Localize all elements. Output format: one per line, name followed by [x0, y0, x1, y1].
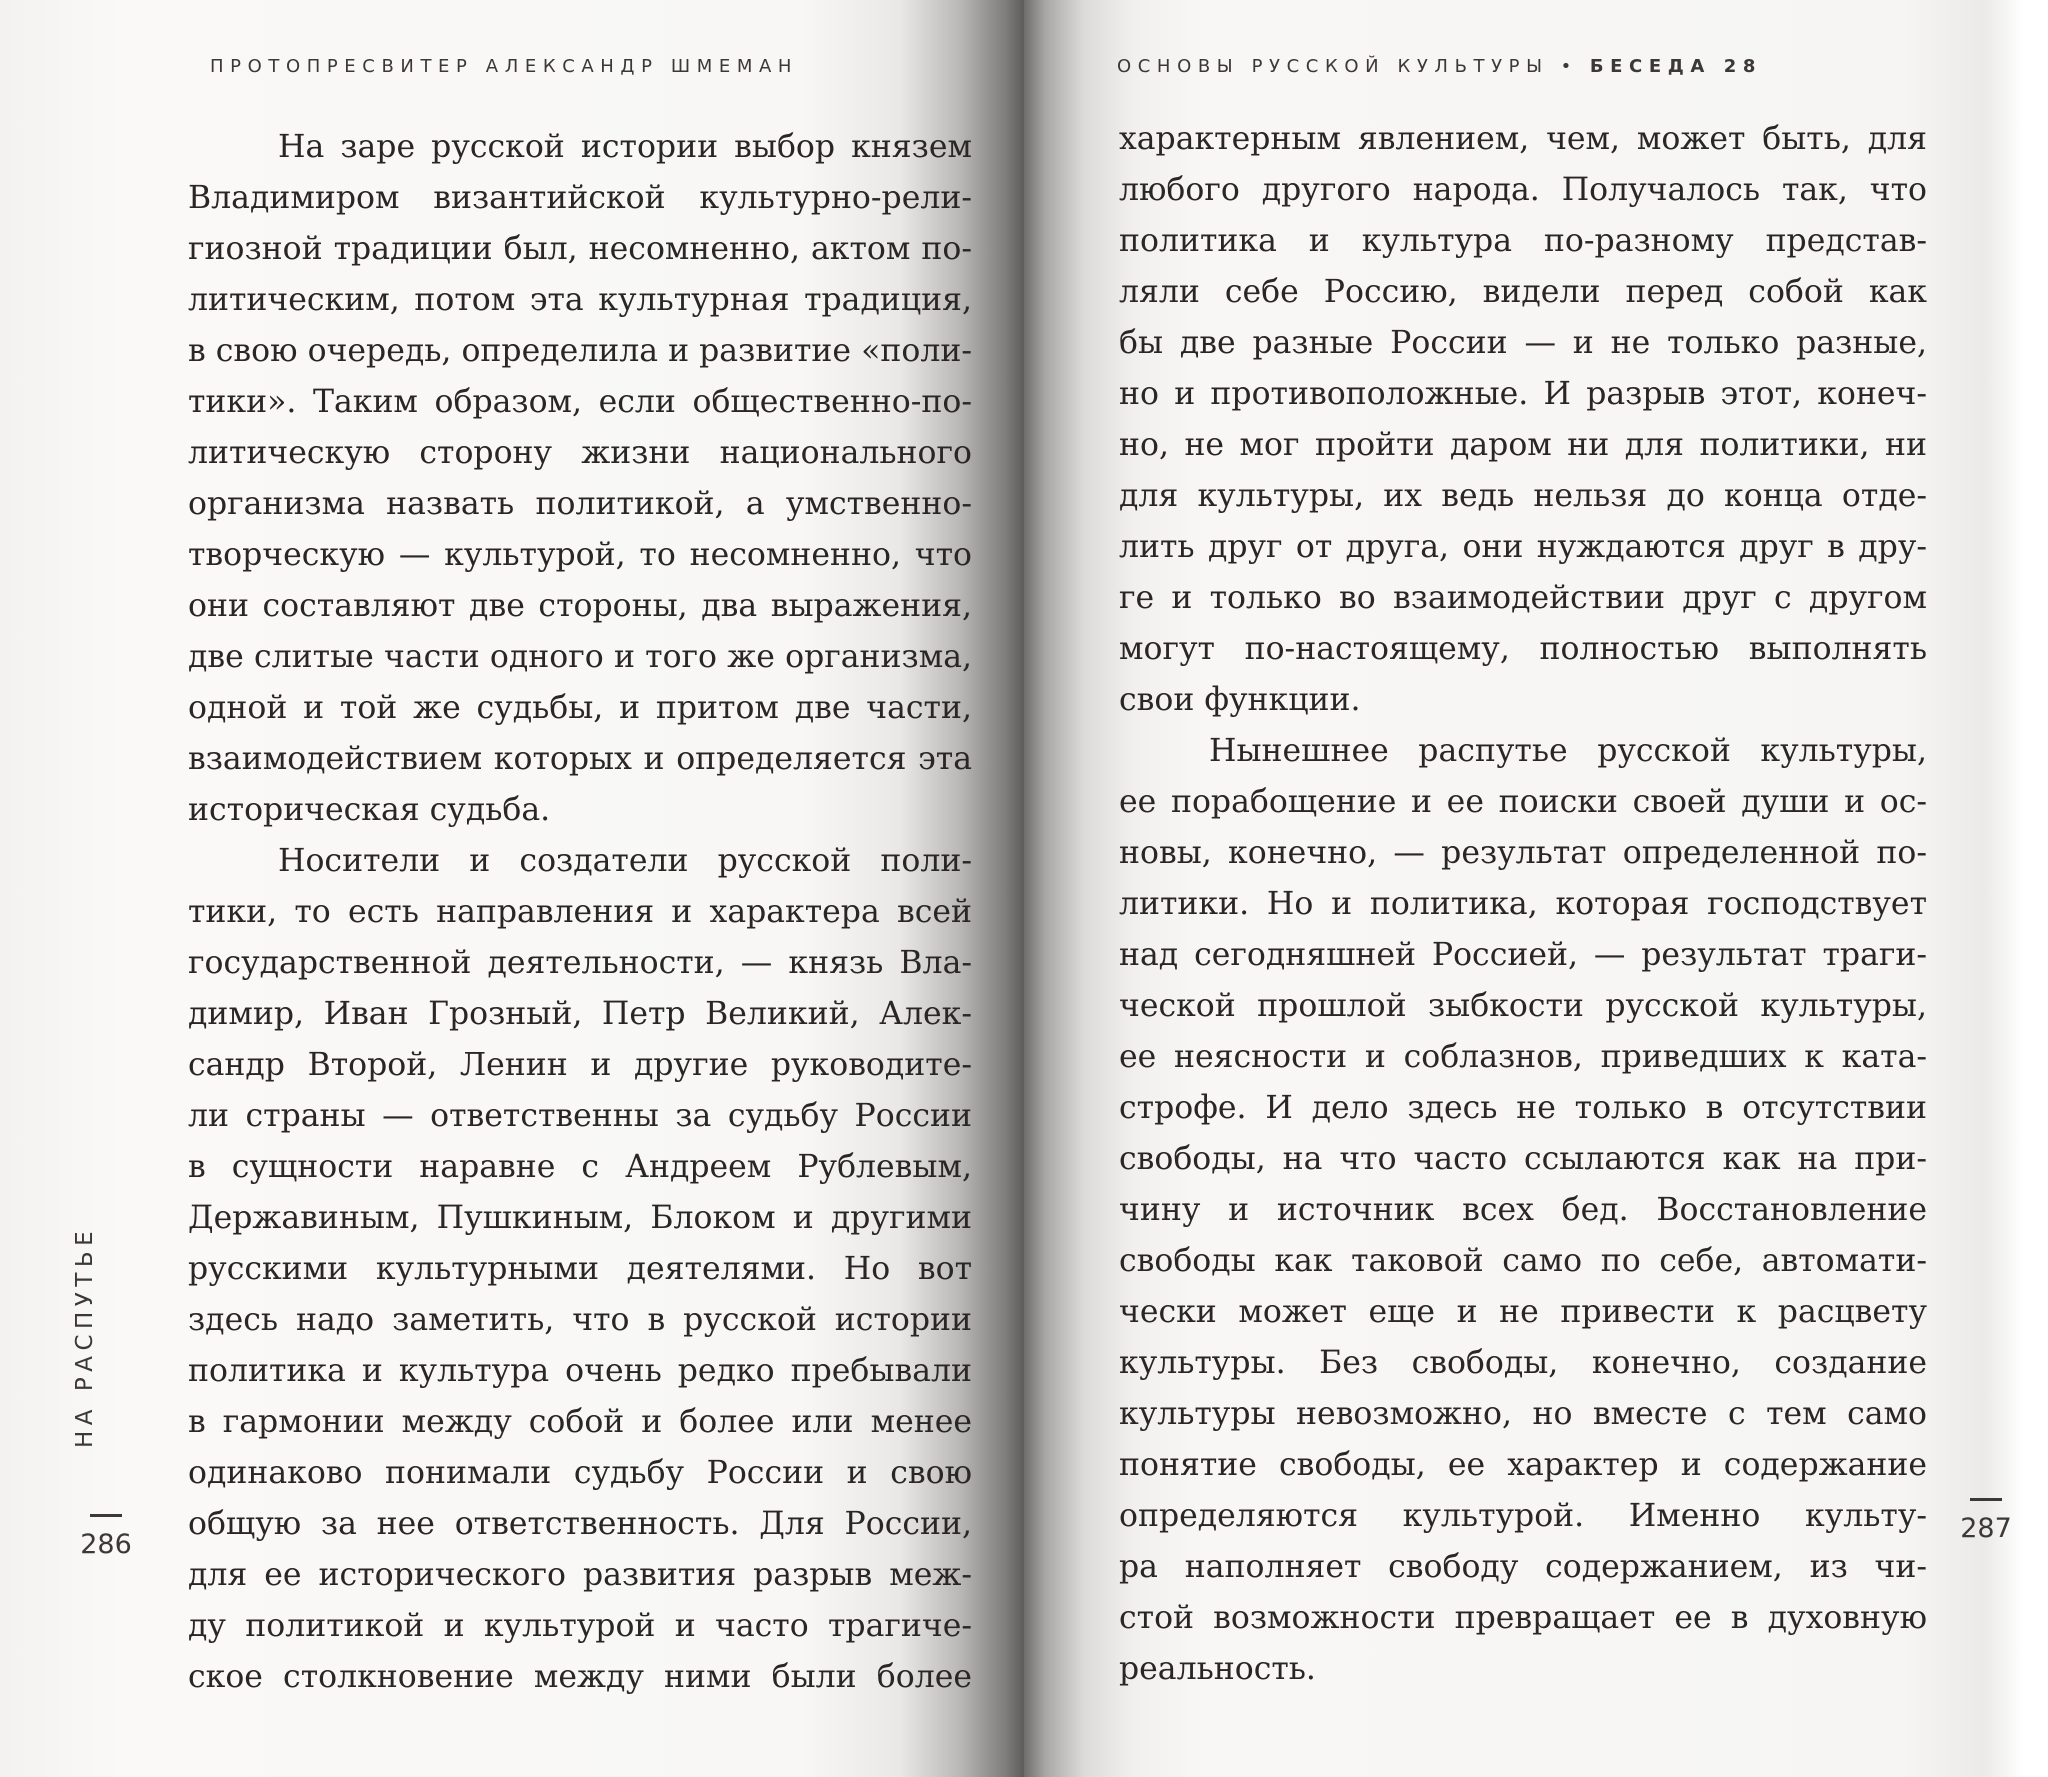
text-line: могут по-настоящему, полностью выполнять [1119, 631, 1927, 667]
text-line: они составляют две стороны, два выражения, [188, 588, 972, 624]
text-line: в гармонии между собой и более или менее [188, 1404, 972, 1440]
text-line: но, не мог пройти даром ни для политики, ни [1119, 427, 1927, 463]
right-page-number-block [1958, 1498, 2014, 1544]
text-line: чину и источник всех бед. Восстановление [1119, 1192, 1927, 1228]
running-head-series: ОСНОВЫ РУССКОЙ КУЛЬТУРЫ [1117, 56, 1549, 77]
text-line: но и противоположные. И разрыв этот, конеч- [1119, 376, 1927, 412]
text-line: политика и культура по-разному представ- [1119, 223, 1927, 259]
page-number: 286 [80, 1529, 132, 1560]
text-line: чески может еще и не привести к расцвету [1119, 1294, 1927, 1330]
text-line: стой возможности превращает ее в духовную [1119, 1600, 1927, 1636]
running-head-chapter-label: БЕСЕДА 28 [1589, 56, 1763, 77]
text-line: в сущности наравне с Андреем Рублевым, [188, 1149, 972, 1185]
text-line: свои функции. [1119, 682, 1361, 718]
text-line: в свою очередь, определила и развитие «поли- [188, 333, 972, 369]
text-line: одинаково понимали судьбу России и свою [188, 1455, 972, 1491]
text-line: организма назвать политикой, а умственно- [188, 486, 972, 522]
text-line: одной и той же судьбы, и притом две части, [188, 690, 972, 726]
text-line: государственной деятельности, — князь Вла- [188, 945, 972, 981]
text-line: литики. Но и политика, которая господствует [1119, 886, 1927, 922]
text-line: понятие свободы, ее характер и содержание [1119, 1447, 1927, 1483]
text-line: Нынешнее распутье русской культуры, [1209, 733, 1927, 769]
text-line: реальность. [1119, 1651, 1316, 1687]
text-line: ляли себе Россию, видели перед собой как [1119, 274, 1927, 310]
text-line: лить друг от друга, они нуждаются друг в дру- [1119, 529, 1927, 565]
text-line: бы две разные России — и не только разные, [1119, 325, 1927, 361]
text-line: историческая судьба. [188, 792, 551, 828]
text-line: русскими культурными деятелями. Но вот [188, 1251, 972, 1287]
page-number: 287 [1960, 1513, 2012, 1544]
text-line: ее порабощение и ее поиски своей души и ос- [1119, 784, 1927, 820]
text-line: политика и культура очень редко пребывали [188, 1353, 972, 1389]
text-line: новы, конечно, — результат определенной по- [1119, 835, 1927, 871]
text-line: Державиным, Пушкиным, Блоком и другими [188, 1200, 972, 1236]
text-line: определяются культурой. Именно культу- [1119, 1498, 1927, 1534]
text-line: строфе. И дело здесь не только в отсутствии [1119, 1090, 1927, 1126]
text-line: ее неясности и соблазнов, приведших к ката- [1119, 1039, 1927, 1075]
left-page-number-block [78, 1514, 134, 1560]
right-page-text [1119, 114, 1927, 1695]
running-head-chapter [1117, 56, 1762, 77]
running-head-separator: • [1560, 56, 1578, 77]
text-line: ли страны — ответственны за судьбу России [188, 1098, 972, 1134]
text-line: культуры невозможно, но вместе с тем само [1119, 1396, 1927, 1432]
text-line: здесь надо заметить, что в русской истории [188, 1302, 972, 1338]
text-line: гиозной традиции был, несомненно, актом по- [188, 231, 972, 267]
text-line: над сегодняшней Россией, — результат траги- [1119, 937, 1927, 973]
page-number-rule [1970, 1498, 2002, 1501]
text-line: для ее исторического развития разрыв меж- [188, 1557, 972, 1593]
text-line: характерным явлением, чем, может быть, для [1119, 121, 1927, 157]
left-page-text [188, 122, 972, 1703]
text-line: ге и только во взаимодействии друг с другом [1119, 580, 1927, 616]
text-line: тики, то есть направления и характера всей [188, 894, 972, 930]
text-line: литическим, потом эта культурная традиция, [188, 282, 972, 318]
text-line: любого другого народа. Получалось так, что [1119, 172, 1927, 208]
text-line: Носители и создатели русской поли- [278, 843, 972, 879]
text-line: ду политикой и культурой и часто трагиче- [188, 1608, 972, 1644]
text-line: литическую сторону жизни национального [188, 435, 972, 471]
text-line: Владимиром византийской культурно-рели- [188, 180, 972, 216]
text-line: творческую — культурой, то несомненно, что [188, 537, 972, 573]
text-line: тики». Таким образом, если общественно-по- [188, 384, 972, 420]
text-line: для культуры, их ведь нельзя до конца отде- [1119, 478, 1927, 514]
text-line: На заре русской истории выбор князем [278, 129, 972, 165]
text-line: взаимодействием которых и определяется эта [188, 741, 972, 777]
page-number-rule [90, 1514, 122, 1517]
section-title-vertical: НА РАСПУТЬЕ [72, 1225, 98, 1448]
running-head-author: ПРОТОПРЕСВИТЕР АЛЕКСАНДР ШМЕМАН [210, 56, 798, 77]
text-line: свободы, на что часто ссылаются как на при- [1119, 1141, 1927, 1177]
text-line: культуры. Без свободы, конечно, создание [1119, 1345, 1927, 1381]
text-line: общую за нее ответственность. Для России, [188, 1506, 972, 1542]
text-line: две слитые части одного и того же организма, [188, 639, 972, 675]
text-line: ра наполняет свободу содержанием, из чи- [1119, 1549, 1927, 1585]
text-line: ское столкновение между ними были более [188, 1659, 972, 1695]
text-line: димир, Иван Грозный, Петр Великий, Алек- [188, 996, 972, 1032]
text-line: свободы как таковой само по себе, автомати- [1119, 1243, 1927, 1279]
text-line: сандр Второй, Ленин и другие руководите- [188, 1047, 972, 1083]
right-page [1024, 0, 2048, 1777]
text-line: ческой прошлой зыбкости русской культуры, [1119, 988, 1927, 1024]
